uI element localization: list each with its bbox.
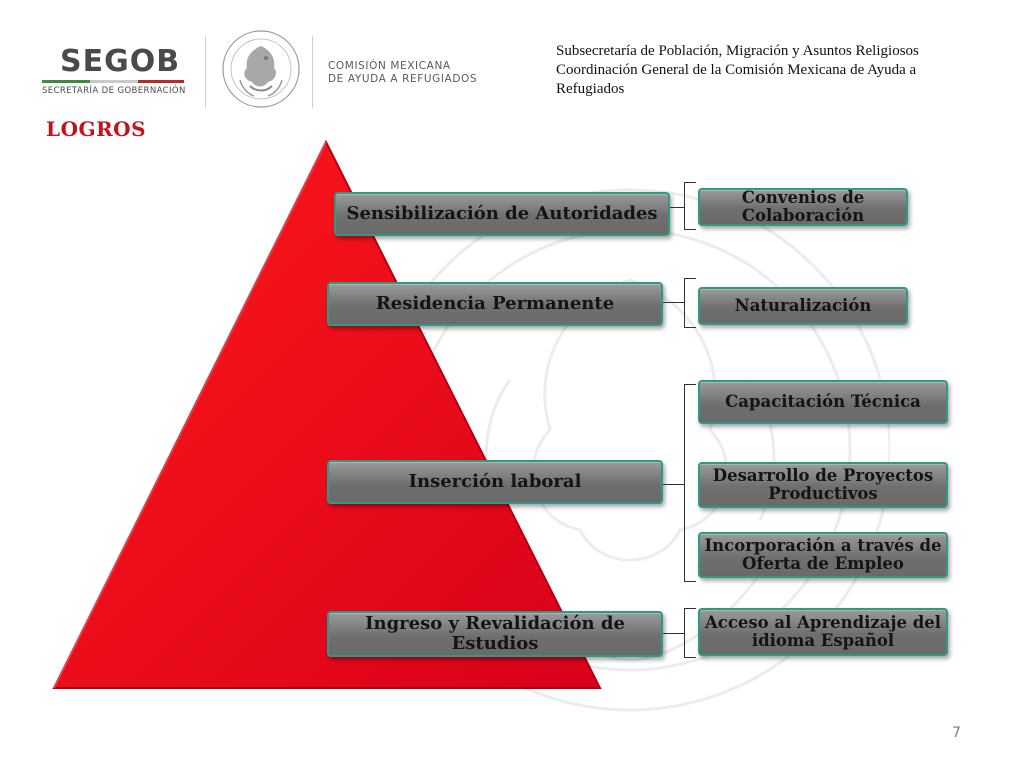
segob-logo-stripe xyxy=(42,80,184,83)
outcome-incorporacion-empleo: Incorporación a través de Oferta de Empleo xyxy=(698,532,948,578)
agency-line-1: Subsecretaría de Población, Migración y Asuntos Religiosos xyxy=(556,43,919,59)
header-divider-right xyxy=(312,36,313,108)
slide-title: LOGROS xyxy=(46,117,147,141)
connector-line xyxy=(663,484,684,485)
header-divider-left xyxy=(205,36,206,108)
connector-line xyxy=(670,207,684,208)
bracket xyxy=(684,608,696,658)
bracket xyxy=(684,278,696,328)
agency-line-2: Coordinación General de la Comisión Mexicana de Ayuda a xyxy=(556,62,917,78)
bracket xyxy=(684,182,696,230)
comar-line-1: COMISIÓN MEXICANA xyxy=(328,60,451,72)
mexican-coat-of-arms-icon xyxy=(220,28,302,110)
pyramid-level-residencia: Residencia Permanente xyxy=(327,282,663,326)
outcome-aprendizaje-espanol: Acceso al Aprendizaje del idioma Español xyxy=(698,608,948,656)
outcome-naturalizacion: Naturalización xyxy=(698,287,908,325)
comar-wordmark xyxy=(328,60,477,86)
bracket xyxy=(684,384,696,582)
outcome-capacitacion: Capacitación Técnica xyxy=(698,380,948,424)
slide-number: 7 xyxy=(952,725,961,741)
agency-name xyxy=(556,42,996,99)
pyramid-level-ingreso: Ingreso y Revalidación de Estudios xyxy=(327,611,663,657)
connector-line xyxy=(663,302,684,303)
comar-line-2: DE AYUDA A REFUGIADOS xyxy=(328,73,478,85)
agency-line-3: Refugiados xyxy=(556,81,625,97)
segob-logo-subtitle: SECRETARÍA DE GOBERNACIÓN xyxy=(42,86,186,96)
outcome-convenios: Convenios de Colaboración xyxy=(698,188,908,226)
outcome-desarrollo-proyectos: Desarrollo de Proyectos Productivos xyxy=(698,462,948,508)
connector-line xyxy=(663,633,684,634)
segob-logo-word: SEGOB xyxy=(60,44,181,79)
pyramid-level-insercion: Inserción laboral xyxy=(327,460,663,504)
pyramid-level-sensibilizacion: Sensibilización de Autoridades xyxy=(334,192,670,236)
segob-logo xyxy=(42,44,192,100)
